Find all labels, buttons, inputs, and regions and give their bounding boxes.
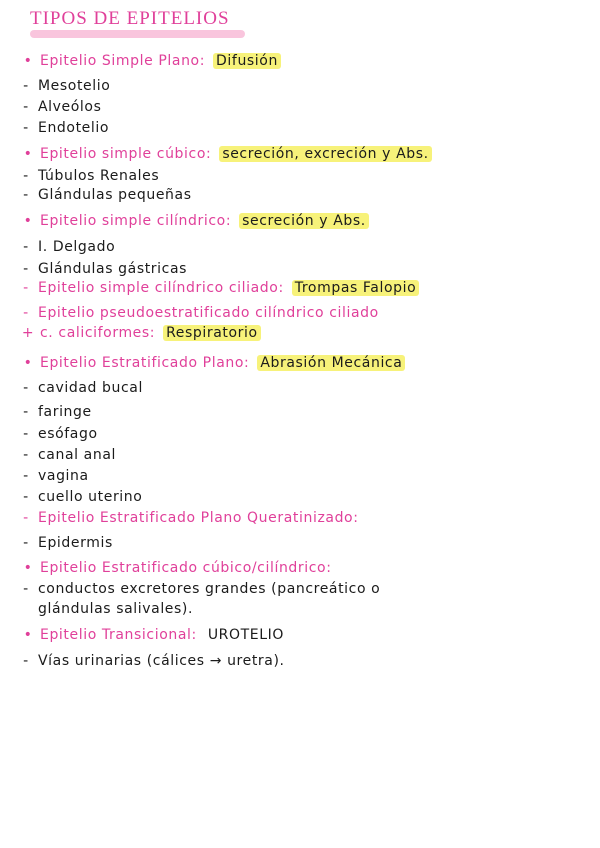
line-text: Epitelio Transicional: (40, 627, 197, 643)
list-item (18, 96, 101, 118)
line-text: cuello uterino (38, 489, 143, 505)
bullet-marker: • (23, 213, 33, 229)
page-title: TIPOS DE EPITELIOS (30, 8, 230, 29)
list-item (18, 423, 98, 445)
list-item (18, 117, 109, 139)
list-item (18, 184, 192, 206)
bullet-marker: • (23, 355, 33, 371)
line-text: Epitelio Estratificado cúbico/cilíndrico: (40, 560, 332, 576)
highlighted-function: secreción y Abs. (239, 213, 369, 229)
list-item (18, 401, 92, 423)
bullet-marker: - (23, 120, 29, 136)
line-text: Epitelio simple cilíndrico ciliado: (38, 280, 284, 296)
highlighted-function: secreción, excreción y Abs. (219, 146, 431, 162)
line-text: Epidermis (38, 535, 113, 551)
list-item (18, 598, 193, 620)
line-text: Epitelio Simple Plano: (40, 53, 206, 69)
section-heading (20, 210, 369, 232)
line-text: esófago (38, 426, 98, 442)
line-text: Endotelio (38, 120, 110, 136)
title-highlight (30, 30, 245, 38)
bullet-marker: • (23, 560, 33, 576)
bullet-marker: - (23, 78, 29, 94)
list-item (18, 377, 143, 399)
line-text: Alveólos (38, 99, 102, 115)
section-heading (20, 624, 287, 646)
bullet-marker: - (23, 404, 29, 420)
line-text: Epitelio pseudoestratificado cilíndrico ciliado (38, 305, 379, 321)
line-text: canal anal (38, 447, 116, 463)
bullet-marker: - (23, 380, 29, 396)
section-heading (20, 143, 432, 165)
highlighted-function: Difusión (213, 53, 281, 69)
list-item (18, 444, 116, 466)
highlighted-function: Respiratorio (163, 325, 261, 341)
bullet-marker: - (23, 261, 29, 277)
line-text: Epitelio simple cilíndrico: (40, 213, 232, 229)
line-text: vagina (38, 468, 89, 484)
section-heading (20, 322, 261, 344)
bullet-marker: - (23, 535, 29, 551)
line-text: Glándulas pequeñas (38, 187, 192, 203)
list-item (18, 578, 380, 600)
bullet-marker: - (23, 653, 29, 669)
list-item (18, 650, 285, 672)
line-text: conductos excretores grandes (pancreático o (38, 581, 381, 597)
list-item (18, 486, 142, 508)
bullet-marker: - (23, 510, 29, 526)
section-heading (18, 302, 379, 324)
line-text: c. caliciformes: (40, 325, 156, 341)
bullet-marker: - (23, 426, 29, 442)
section-heading (20, 50, 281, 72)
bullet-marker: - (23, 280, 29, 296)
line-text: Epitelio simple cúbico: (40, 146, 212, 162)
bullet-marker: - (23, 581, 29, 597)
bullet-marker: - (23, 99, 29, 115)
bullet-marker: - (23, 168, 29, 184)
bullet-marker: + (21, 325, 35, 341)
list-item (18, 236, 115, 258)
line-text: Glándulas gástricas (38, 261, 188, 277)
line-text: Epitelio Estratificado Plano Queratinizado: (38, 510, 359, 526)
section-heading (20, 557, 332, 579)
line-text: Túbulos Renales (38, 168, 160, 184)
list-item (18, 465, 89, 487)
bullet-marker: - (23, 447, 29, 463)
line-text: Vías urinarias (cálices → uretra). (38, 653, 285, 669)
bullet-marker: - (23, 239, 29, 255)
line-text: cavidad bucal (38, 380, 143, 396)
highlighted-function: Trompas Falopio (292, 280, 420, 296)
list-item (18, 75, 110, 97)
section-heading (18, 277, 419, 299)
section-heading (18, 507, 359, 529)
bullet-marker: - (23, 489, 29, 505)
bullet-marker: - (23, 187, 29, 203)
line-text: Mesotelio (38, 78, 111, 94)
bullet-marker: • (23, 53, 33, 69)
line-text: I. Delgado (38, 239, 116, 255)
bullet-marker: - (23, 305, 29, 321)
bullet-marker: - (23, 468, 29, 484)
line-text: glándulas salivales). (38, 601, 194, 617)
list-item (18, 532, 113, 554)
bullet-marker: • (23, 627, 33, 643)
highlighted-function: UROTELIO (207, 627, 284, 643)
line-text: faringe (38, 404, 92, 420)
section-heading (20, 352, 405, 374)
line-text: Epitelio Estratificado Plano: (40, 355, 250, 371)
bullet-marker: • (23, 146, 33, 162)
highlighted-function: Abrasión Mecánica (257, 355, 405, 371)
